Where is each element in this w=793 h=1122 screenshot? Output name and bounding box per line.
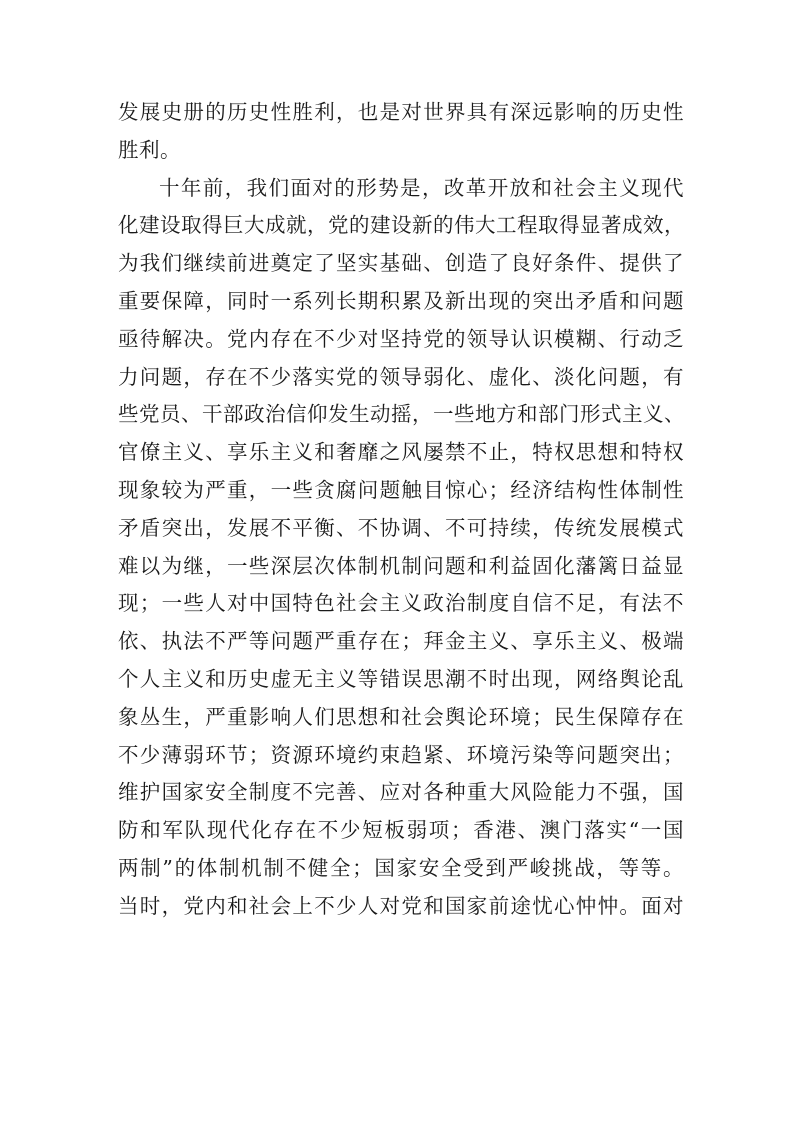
text-line: 当时，党内和社会上不少人对党和国家前途忧心忡忡。面对 xyxy=(118,893,684,918)
text-line: 化建设取得巨大成就，党的建设新的伟大工程取得显著成效， xyxy=(118,213,685,238)
text-line: 矛盾突出，发展不平衡、不协调、不可持续，传统发展模式 xyxy=(118,515,684,540)
paragraph-continuation xyxy=(118,94,684,170)
text-line: 些党员、干部政治信仰发生动摇，一些地方和部门形式主义、 xyxy=(118,402,685,427)
text-line: 重要保障，同时一系列长期积累及新出现的突出矛盾和问题 xyxy=(118,288,684,313)
text-line: 胜利。 xyxy=(118,137,181,162)
body-text xyxy=(118,94,684,926)
text-line: 现；一些人对中国特色社会主义政治制度自信不足，有法不 xyxy=(118,591,684,616)
text-line: 十年前，我们面对的形势是，改革开放和社会主义现代 xyxy=(159,175,684,200)
text-line: 依、执法不严等问题严重存在；拜金主义、享乐主义、极端 xyxy=(118,629,684,654)
text-line: 为我们继续前进奠定了坚实基础、创造了良好条件、提供了 xyxy=(118,251,684,276)
text-line: 发展史册的历史性胜利，也是对世界具有深远影响的历史性 xyxy=(118,100,684,124)
text-line: 力问题，存在不少落实党的领导弱化、虚化、淡化问题，有 xyxy=(118,364,684,389)
text-line: 不少薄弱环节；资源环境约束趋紧、环境污染等问题突出； xyxy=(118,742,684,767)
paragraph-situation xyxy=(118,170,684,926)
text-line: 防和军队现代化存在不少短板弱项；香港、澳门落实“一国 xyxy=(118,818,684,843)
text-line: 官僚主义、享乐主义和奢靡之风屡禁不止，特权思想和特权 xyxy=(118,440,684,465)
text-line: 难以为继，一些深层次体制机制问题和利益固化藩篱日益显 xyxy=(118,553,684,578)
text-line: 亟待解决。党内存在不少对坚持党的领导认识模糊、行动乏 xyxy=(118,326,684,351)
text-line: 象丛生，严重影响人们思想和社会舆论环境；民生保障存在 xyxy=(118,704,684,729)
text-line: 个人主义和历史虚无主义等错误思潮不时出现，网络舆论乱 xyxy=(118,666,684,691)
text-line: 两制”的体制机制不健全；国家安全受到严峻挑战，等等。 xyxy=(118,855,684,880)
text-line: 现象较为严重，一些贪腐问题触目惊心；经济结构性体制性 xyxy=(118,477,684,502)
text-line: 维护国家安全制度不完善、应对各种重大风险能力不强，国 xyxy=(118,780,684,805)
